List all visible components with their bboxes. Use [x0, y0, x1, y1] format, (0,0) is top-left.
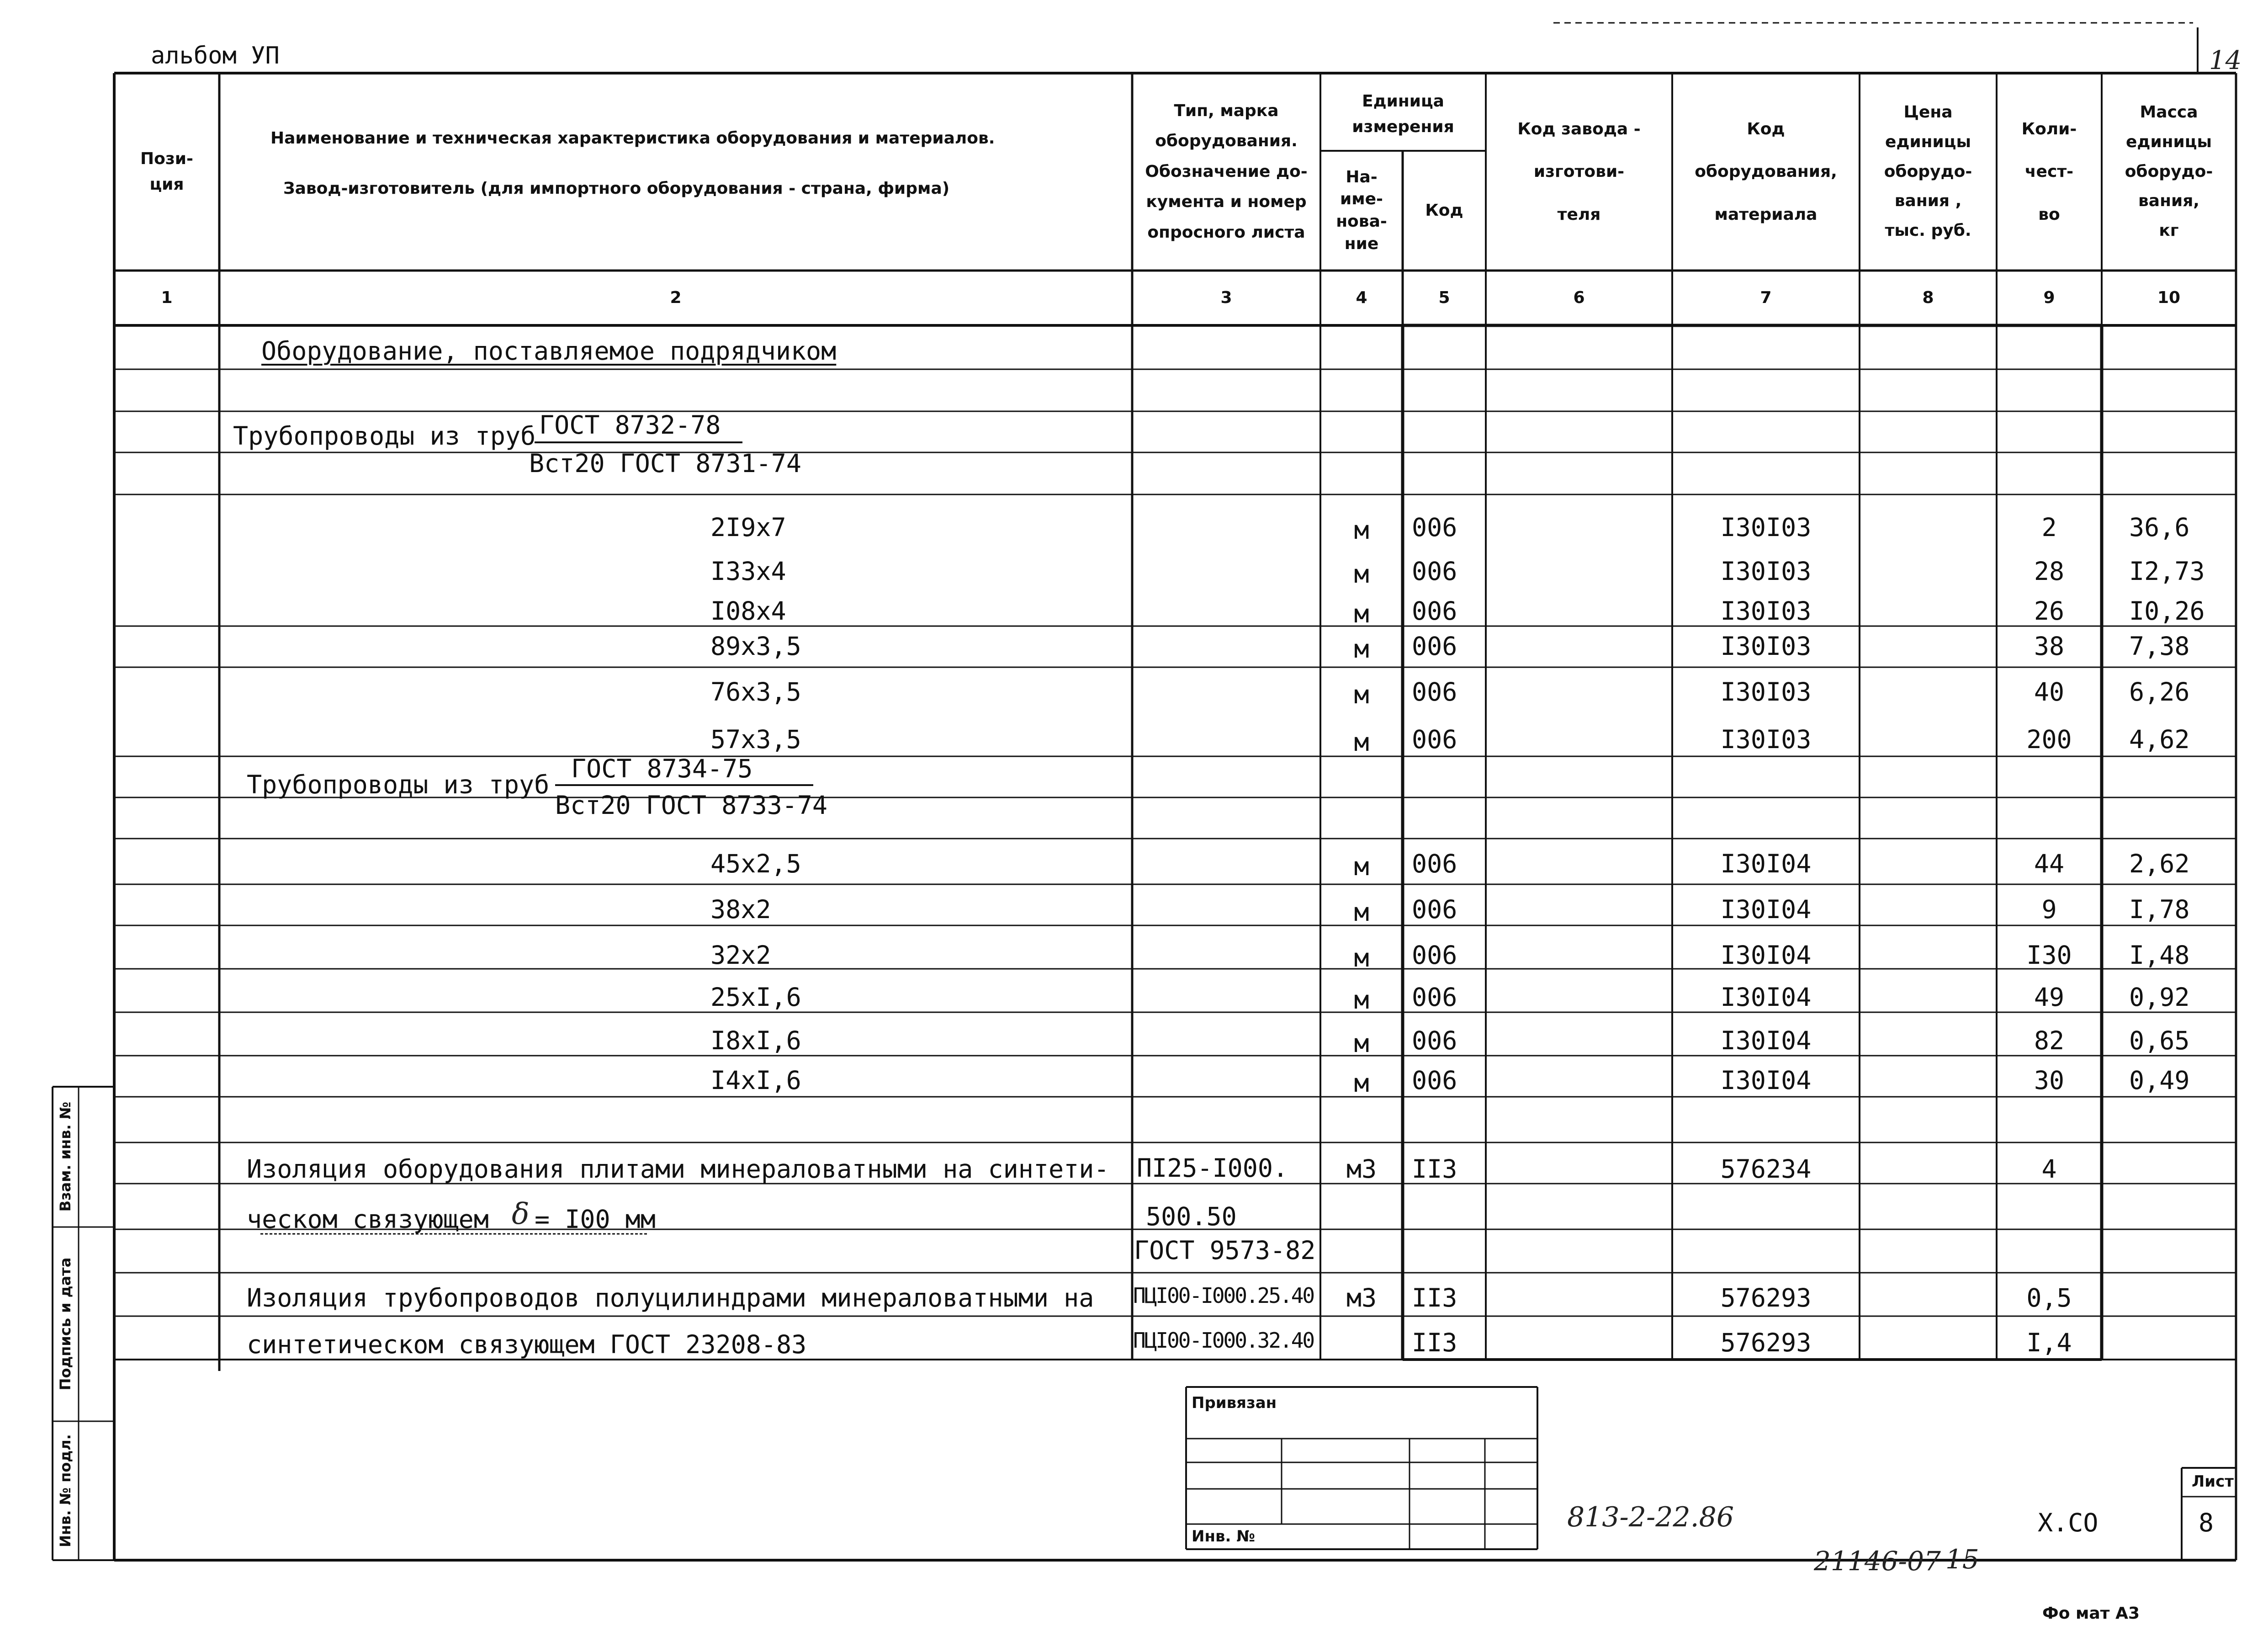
pipe-size: 57x3,5: [710, 725, 801, 754]
header-price: Цена единицы оборудо- вания , тыс. руб.: [1884, 103, 1972, 240]
insulation1-line2: ческом связующем: [247, 1205, 489, 1234]
pipe-mass: 7,38: [2129, 632, 2190, 661]
pipe-qty: 200: [2026, 725, 2072, 754]
pipe-qty: 2: [2041, 513, 2057, 542]
insulation2-line2: синтетическом связующем ГОСТ 23208-83: [247, 1330, 807, 1359]
header-unit-group: Единица измерения: [1352, 92, 1454, 136]
pipe-mass: I,48: [2129, 940, 2190, 970]
pipe-unit: м: [1354, 852, 1369, 881]
pipe-unit: м: [1354, 515, 1369, 545]
pipe-material: I30I04: [1720, 1026, 1812, 1055]
album-label: альбом УП: [151, 42, 280, 69]
pipe-material: I30I03: [1720, 632, 1812, 661]
pipes1-steel: Вст20 ГОСТ 8731-74: [529, 449, 802, 478]
col-number-5: 5: [1438, 288, 1450, 308]
pipe-size: I08x4: [710, 596, 786, 626]
insulation1-type1: ПI25-I000.: [1137, 1153, 1288, 1183]
pipe-material: I30I04: [1720, 1066, 1812, 1095]
header-position: Пози- ция: [140, 149, 193, 194]
pipe-size: 45x2,5: [710, 849, 801, 878]
pipe-qty: I30: [2026, 940, 2072, 970]
pipe-mass: 4,62: [2129, 725, 2190, 754]
pipe-mass: I0,26: [2129, 596, 2205, 626]
insulation2-code1: II3: [1412, 1283, 1457, 1312]
header-type: Тип, марка оборудования. Обозначение до- кумента и номер опросного листа: [1145, 101, 1308, 242]
insulation1-type2: 500.50: [1146, 1202, 1237, 1231]
pipe-code: 006: [1412, 1066, 1457, 1095]
pipe-qty: 49: [2034, 983, 2065, 1012]
pipe-size: 76x3,5: [710, 677, 801, 707]
pipe-mass: 0,65: [2129, 1026, 2190, 1055]
col-number-1: 1: [161, 288, 173, 308]
pipe-size: 2I9x7: [710, 513, 786, 542]
header-quantity: Коли- чест- во: [2021, 119, 2077, 224]
pipe-size: 89x3,5: [710, 632, 801, 661]
col-number-4: 4: [1356, 288, 1367, 308]
insulation2-material1: 576293: [1720, 1283, 1812, 1312]
pipes2-prefix: Трубопроводы из труб: [247, 770, 550, 799]
sheet-label: Лист: [2192, 1472, 2234, 1491]
side-label-podpis: Подпись и дата: [57, 1257, 74, 1391]
header-unit-name: На- име- нова- ние: [1336, 167, 1387, 253]
pipe-size: 32x2: [710, 940, 771, 970]
pipe-unit: м: [1354, 898, 1369, 927]
pipe-size: 25xI,6: [710, 983, 801, 1012]
pipe-code: 006: [1412, 983, 1457, 1012]
pipe-size: I8xI,6: [710, 1026, 801, 1055]
bottom-page: 15: [1945, 1544, 1979, 1575]
sheet-code: Х.СО: [2038, 1508, 2098, 1537]
insulation2-unit: м3: [1346, 1283, 1377, 1312]
pipe-code: 006: [1412, 725, 1457, 754]
side-label-vzam: Взам. инв. №: [57, 1101, 74, 1212]
col-number-6: 6: [1573, 288, 1585, 308]
pipe-code: 006: [1412, 557, 1457, 586]
pipe-material: I30I03: [1720, 725, 1812, 754]
header-name-line1: Наименование и техническая характеристика оборудования и материалов.: [270, 129, 995, 148]
pipes2-gost: ГОСТ 8734-75: [571, 754, 753, 783]
insulation1-qty: 4: [2041, 1154, 2057, 1184]
pipes1-prefix: Трубопроводы из труб: [233, 421, 536, 451]
insulation2-code2: II3: [1412, 1328, 1457, 1357]
pipe-size: 38x2: [710, 895, 771, 924]
stamp-inv: Инв. №: [1192, 1527, 1256, 1546]
delta-symbol: δ: [512, 1197, 530, 1231]
col-number-9: 9: [2043, 288, 2055, 308]
insulation2-material2: 576293: [1720, 1328, 1812, 1357]
pipe-qty: 44: [2034, 849, 2065, 878]
doc-number: 813-2-22.86: [1567, 1501, 1734, 1533]
pipe-material: I30I04: [1720, 849, 1812, 878]
pipe-unit: м: [1354, 634, 1369, 664]
insulation2-type2: ПЦI00-I000.32.40: [1133, 1328, 1314, 1353]
insulation1-line1: Изоляция оборудования плитами минераловатными на синтети-: [247, 1154, 1109, 1184]
header-unit-code: Код: [1425, 201, 1463, 220]
pipe-unit: м: [1354, 559, 1369, 589]
header-mass: Масса единицы оборудо- вания, кг: [2125, 103, 2213, 240]
col-number-2: 2: [670, 288, 682, 308]
pipe-code: 006: [1412, 895, 1457, 924]
pipe-qty: 38: [2034, 632, 2065, 661]
pipe-qty: 28: [2034, 557, 2065, 586]
pipe-unit: м: [1354, 943, 1369, 972]
bottom-number: 21146-07: [1814, 1546, 1941, 1577]
header-factory-code: Код завода - изготови- теля: [1517, 119, 1641, 224]
insulation1-material: 576234: [1720, 1154, 1812, 1184]
pipe-mass: 0,92: [2129, 983, 2190, 1012]
insulation2-qty2: I,4: [2026, 1328, 2072, 1357]
sheet-number: 8: [2199, 1508, 2214, 1537]
pipe-mass: 0,49: [2129, 1066, 2190, 1095]
pipe-material: I30I03: [1720, 596, 1812, 626]
pipe-code: 006: [1412, 677, 1457, 707]
pipe-material: I30I04: [1720, 895, 1812, 924]
pipe-size: I4xI,6: [710, 1066, 801, 1095]
pipe-code: 006: [1412, 1026, 1457, 1055]
section-equipment-title: Оборудование, поставляемое подрядчиком: [261, 336, 837, 366]
pipe-qty: 26: [2034, 596, 2065, 626]
pipe-mass: I2,73: [2129, 557, 2205, 586]
insulation2-line1: Изоляция трубопроводов полуцилиндрами минераловатными на: [247, 1283, 1094, 1312]
pipe-unit: м: [1354, 985, 1369, 1015]
pipe-qty: 82: [2034, 1026, 2065, 1055]
pipe-code: 006: [1412, 513, 1457, 542]
col-number-10: 10: [2157, 288, 2181, 308]
pipes1-gost: ГОСТ 8732-78: [539, 410, 721, 440]
pipe-mass: 2,62: [2129, 849, 2190, 878]
insulation2-qty1: 0,5: [2026, 1283, 2072, 1312]
pipe-material: I30I03: [1720, 557, 1812, 586]
insulation1-type3: ГОСТ 9573-82: [1134, 1236, 1316, 1265]
pipe-code: 006: [1412, 632, 1457, 661]
pipe-size: I33x4: [710, 557, 786, 586]
col-number-8: 8: [1922, 288, 1934, 308]
header-name-line2: Завод-изготовитель (для импортного оборудования - страна, фирма): [283, 179, 950, 198]
pipe-code: 006: [1412, 849, 1457, 878]
pipes2-steel: Вст20 ГОСТ 8733-74: [555, 791, 828, 820]
pipe-unit: м: [1354, 680, 1369, 709]
insulation1-code: II3: [1412, 1154, 1457, 1184]
pipe-unit: м: [1354, 1029, 1369, 1058]
insulation1-thickness: = I00 мм: [535, 1205, 656, 1234]
side-label-inv-podl: Инв. № подл.: [57, 1434, 74, 1547]
pipe-material: I30I04: [1720, 940, 1812, 970]
pipe-mass: 36,6: [2129, 513, 2190, 542]
pipe-code: 006: [1412, 940, 1457, 970]
insulation2-type1: ПЦI00-I000.25.40: [1133, 1283, 1314, 1308]
pipe-mass: 6,26: [2129, 677, 2190, 707]
header-material-code: Код оборудования, материала: [1695, 119, 1837, 224]
pipe-qty: 30: [2034, 1066, 2065, 1095]
pipe-code: 006: [1412, 596, 1457, 626]
pipe-qty: 40: [2034, 677, 2065, 707]
col-number-7: 7: [1760, 288, 1772, 308]
pipe-unit: м: [1354, 728, 1369, 757]
pipe-material: I30I04: [1720, 983, 1812, 1012]
pipe-qty: 9: [2041, 895, 2057, 924]
insulation1-unit: м3: [1346, 1154, 1377, 1184]
stamp-privyazan: Привязан: [1192, 1394, 1277, 1412]
corner-mark: 14: [2209, 46, 2242, 75]
format-label: Фо мат А3: [2042, 1604, 2140, 1623]
pipe-material: I30I03: [1720, 677, 1812, 707]
pipe-mass: I,78: [2129, 895, 2190, 924]
col-number-3: 3: [1220, 288, 1232, 308]
pipe-material: I30I03: [1720, 513, 1812, 542]
pipe-unit: м: [1354, 1068, 1369, 1098]
pipe-unit: м: [1354, 599, 1369, 628]
